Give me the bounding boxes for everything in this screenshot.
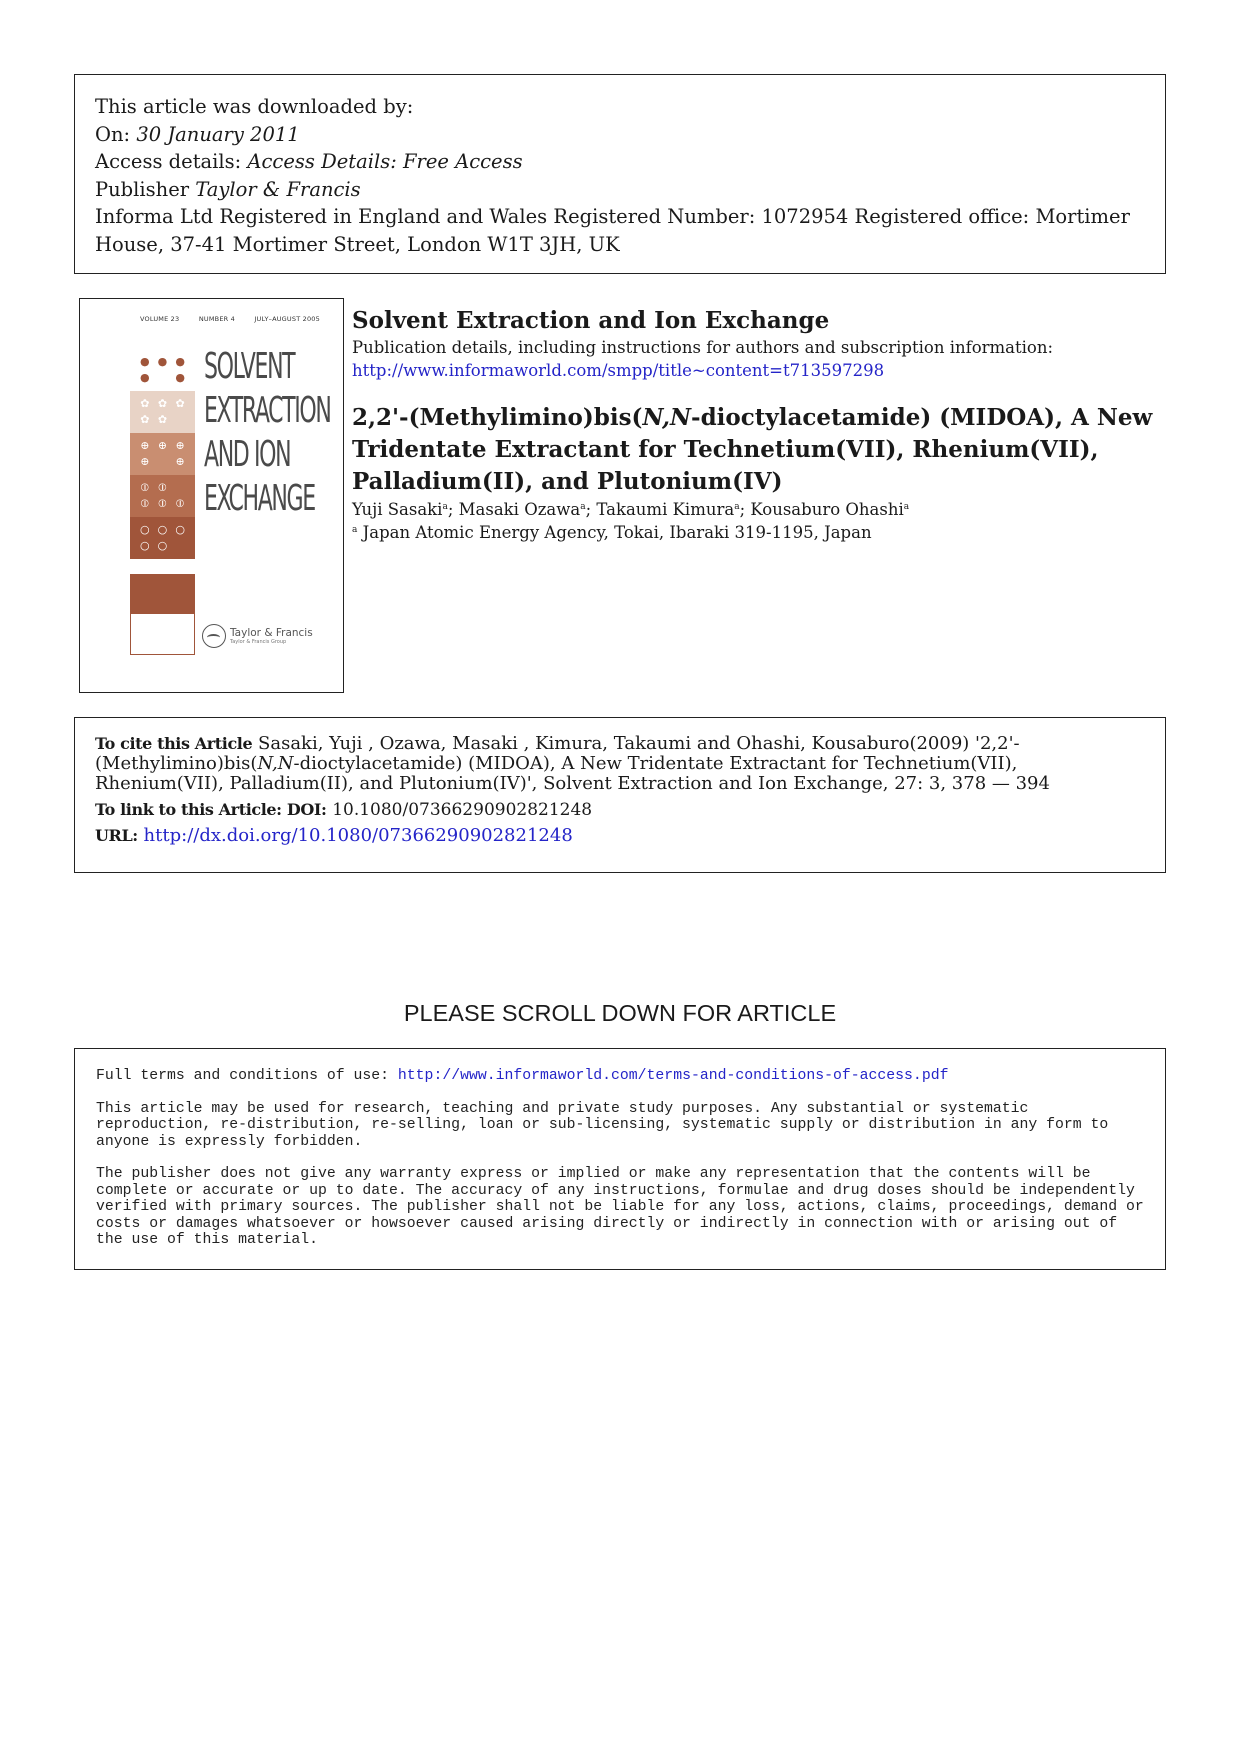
terms-url-link[interactable]: http://www.informaworld.com/terms-and-conditions-of-access.pdf [397,1068,949,1084]
citation-box [74,717,1166,873]
terms-paragraph-usage: This article may be used for research, teaching and private study purposes. Any substantial or systematic reproduction, re-distribution, re-selling, loan or sub-licensing, systematic supply or distribution in any form to anyone is expressly forbidden. [96,1100,1109,1150]
citation-text: To cite this Article Sasaki, Yuji , Ozawa, Masaki , Kimura, Takaumi and Ohashi, Kousaburo(2009) '2,2'-(Methylimino)bis(N,N-dioctylacetamide) (MIDOA), A New Tridentate Extractant for Technetium(VII), Rhenium(VII), Palladium(II), and Plutonium(IV)', Solvent Extraction and Ion Exchange, 27: 3, 378 — 394 [95,733,1050,794]
author-name: Yuji Sasaki [352,500,443,519]
cover-dot-square-5: ○ ○ ○ ○ ○ [130,517,195,559]
taylor-francis-logo: Taylor & Francis Taylor & Francis Group [202,624,313,648]
terms-box [74,1048,1166,1270]
author-name: Kousaburo Ohashi [750,500,904,519]
author-list: Yuji Sasaki$^a$; Masaki Ozawa$^a$; Takaumi Kimura$^a$; Kousaburo Ohashi$^a$ [352,500,910,519]
article-info [352,306,1164,544]
journal-cover-image [79,298,344,693]
cover-color-block [130,574,195,614]
doi-line: To link to this Article: DOI: 10.1080/07366290902821248 [95,800,593,820]
registration-info: Informa Ltd Registered in England and Wales Registered Number: 1072954 Registered office: Mortimer House, 37-41 Mortimer Street, London W1T 3JH, UK [95,205,1130,256]
publication-details: Publication details, including instructions for authors and subscription information: [352,338,1054,357]
cover-dot-square-4: ⦶ ⦶ ⦶ ⦶ ⦶ [130,475,195,517]
journal-title: Solvent Extraction and Ion Exchange [352,307,830,334]
scroll-down-notice: PLEASE SCROLL DOWN FOR ARTICLE [403,1000,837,1026]
doi-url-link[interactable]: http://dx.doi.org/10.1080/07366290902821248 [143,825,573,846]
terms-paragraph-disclaimer: The publisher does not give any warranty express or implied or make any representation that the contents will be complete or accurate or up to date. The accuracy of any instructions, formulae and drug doses should be independently verified with primary sources. The publisher shall not be liable for any loss, actions, claims, proceedings, demand or costs or damages whatsoever or howsoever caused arising directly or indirectly in connection with or arising out of the use of this material. [96,1166,1144,1248]
downloaded-by: This article was downloaded by: [95,95,414,118]
article-title: 2,2'-(Methylimino)bis(N,N-dioctylacetamide) (MIDOA), A New Tridentate Extractant for Technetium(VII), Rhenium(VII), Palladium(II), and Plutonium(IV) [352,404,1153,495]
author-name: Masaki Ozawa [458,500,581,519]
cover-white-block [130,614,195,655]
access-details: Access details: Access Details: Free Access [95,150,523,173]
publisher: Publisher Taylor & Francis [95,177,361,201]
download-date: On: 30 January 2011 [95,122,300,146]
cover-issue-info: VOLUME 23 NUMBER 4 JULY–AUGUST 2005 [140,315,320,323]
download-details-box [74,74,1166,274]
cover-dot-square-1: ● ● ● ● ● [130,349,195,391]
author-name: Takaumi Kimura [596,500,735,519]
affiliation: $^a$ Japan Atomic Energy Agency, Tokai, Ibaraki 319-1195, Japan [352,523,872,542]
cover-dot-square-3: ⊕ ⊕ ⊕ ⊕ ⊕ [130,433,195,475]
taylor-francis-logo-icon [202,624,226,648]
url-line: URL: http://dx.doi.org/10.1080/07366290902821248 [95,825,573,846]
journal-url-link[interactable]: http://www.informaworld.com/smpp/title~content=t713597298 [352,361,885,380]
terms-line: Full terms and conditions of use: http://www.informaworld.com/terms-and-conditions-of-access.pdf [96,1068,949,1084]
cover-title: SOLVENT EXTRACTION AND ION EXCHANGE [204,346,331,519]
cover-dot-square-2: ✿ ✿ ✿ ✿ ✿ [130,391,195,433]
